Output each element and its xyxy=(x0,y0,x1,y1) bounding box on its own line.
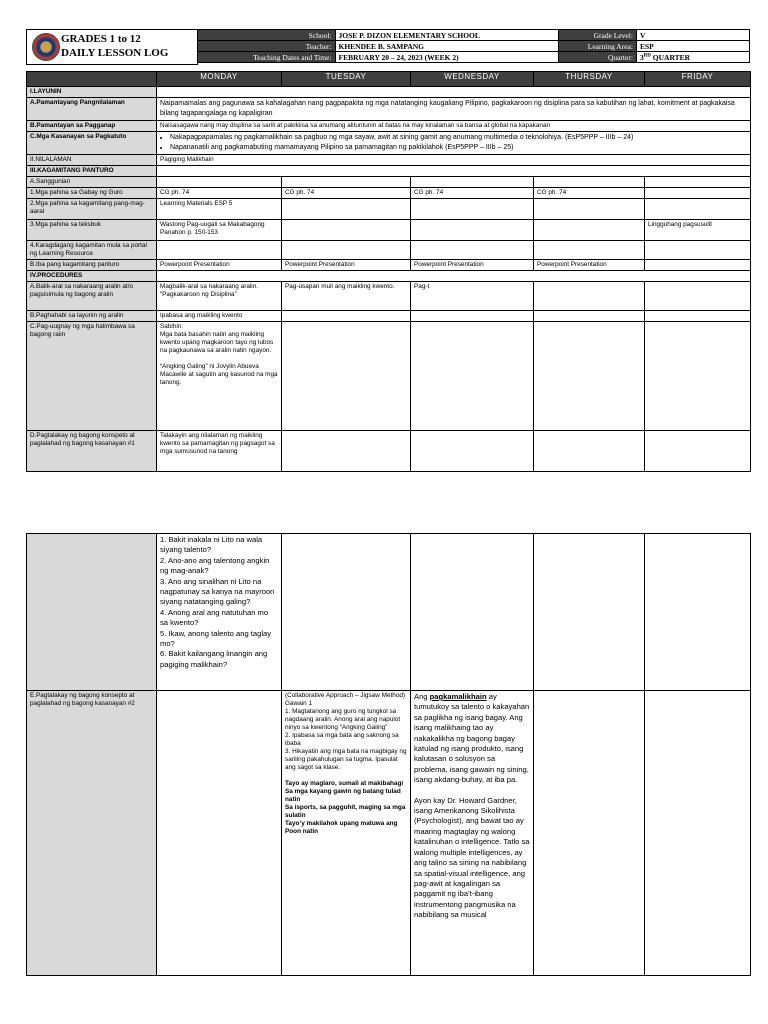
grade-label: Grade Level: xyxy=(559,30,637,41)
pag-uugnay-line-1: Sabihin: xyxy=(160,323,184,330)
label-gabay: 1.Mga pahina sa Gabay ng Guro xyxy=(27,188,157,199)
cell-blank xyxy=(282,311,411,322)
text-pamantayan-sa-pagganap: Naisasagawa nang may displina sa sarili at pakikiisa sa anumang alituntunin at batas na may kinalaman sa bansa at global na kapakanan xyxy=(157,121,751,132)
label-karagdagang: 4.Karagdagang kagamitan mula sa portal ng Learning Resource xyxy=(27,241,157,260)
cell-blank xyxy=(282,431,411,472)
pag-uugnay-monday xyxy=(157,322,282,431)
row-nilalaman xyxy=(27,155,751,166)
questions-monday xyxy=(157,534,282,691)
kasanayan-bullet-1: • Nakapagpapamalas ng pagkamalikhain sa pagbuo ng mga sayaw, awit at sining gamit ang anumang multimedia o teknolohiya. (EsP5PPP – IIIb – 24) xyxy=(170,133,747,143)
row-pagtalakay-1 xyxy=(27,431,751,472)
day-friday: FRIDAY xyxy=(645,72,751,87)
question-item: 6. Bakit kailangang linangin ang pagiging malikhain? xyxy=(160,649,268,669)
quarter-word: QUARTER xyxy=(650,52,691,62)
dates-label: Teaching Dates and Time: xyxy=(198,52,336,63)
label-pag-uugnay: C.Pag-uugnay ng mga halimbawa sa bagong raiin xyxy=(27,322,157,431)
questions-label-cell xyxy=(27,534,157,691)
question-item: 2. Ano-ano ang talentong angkin ng mag-anak? xyxy=(160,555,270,576)
label-pagtalakay-2: E.Pagtalakay ng bagong konsepto at paglalahad ng bagong kasanayan #2 xyxy=(27,691,157,976)
cell-blank xyxy=(534,199,645,220)
lesson-table-page-1 xyxy=(26,71,751,472)
cell-blank xyxy=(282,534,411,691)
tue-step-2: 2. Ipabasa sa mga bata ang saknong sa ibaba xyxy=(285,732,399,747)
quarter-sup: RD xyxy=(643,53,651,58)
title-line-1: GRADES 1 to 12 xyxy=(61,33,141,45)
iba-tuesday: Powerpoint Presentation xyxy=(282,260,411,271)
wed-paragraph-1-text: ay tumutukoy sa talento o kakayahan sa paglikha ng isang bagay. Ang isang malikhaing tao ay nakakalikha ng bagong bagay katulad ng isang produkto, isang kalutasan o solusyon sa problema, isang gawain ng sining, isang akdang-buhay, at iba pa. xyxy=(414,692,530,785)
balik-tuesday: Pag-usapan muli ang maikling kwento. xyxy=(282,282,411,311)
iba-wednesday: Powerpoint Presentation xyxy=(411,260,534,271)
row-questions xyxy=(27,534,751,691)
iba-monday: Powerpoint Presentation xyxy=(157,260,282,271)
deped-seal-icon xyxy=(32,33,60,61)
kagamitang-monday: Learning Materials ESP 5 xyxy=(157,199,282,220)
cell-blank xyxy=(645,241,751,260)
cell-blank xyxy=(645,260,751,271)
section-layunin: I.LAYUNIN xyxy=(27,87,157,98)
cell-blank xyxy=(645,199,751,220)
dates-value: FEBRUARY 20 – 24, 2023 (WEEK 2) xyxy=(335,52,559,63)
row-balik-aral xyxy=(27,282,751,311)
cell-blank xyxy=(411,199,534,220)
cell-blank xyxy=(645,691,751,976)
cell-blank xyxy=(645,177,751,188)
days-header-corner xyxy=(27,72,157,87)
kasanayan-list xyxy=(160,133,747,153)
cell-blank xyxy=(411,322,534,431)
row-pamantayang-pangnilalaman xyxy=(27,98,751,121)
pagtalakay-2-tuesday xyxy=(282,691,411,976)
spacer xyxy=(285,772,407,780)
cell-blank xyxy=(645,282,751,311)
label-sanggunian: A.Sanggunian xyxy=(27,177,157,188)
cell-blank xyxy=(157,87,751,98)
poem-line-2: Sa mga kayang gawin ng batang tulad natin xyxy=(285,788,401,803)
question-item: 4. Anong aral ang natutuhan mo sa kwento? xyxy=(160,607,269,628)
day-tuesday: TUESDAY xyxy=(282,72,411,87)
row-sanggunian xyxy=(27,177,751,188)
label-pamantayan-sa-pagganap: B.Pamantayan sa Pagganap xyxy=(27,121,157,132)
teacher-label: Teacher: xyxy=(198,41,336,52)
label-kagamitang-pang-mag-aaral: 2.Mga pahina sa kagamitang pang-mag-aaral xyxy=(27,199,157,220)
balik-wednesday: Pag-t xyxy=(411,282,534,311)
cell-blank xyxy=(157,177,282,188)
gabay-tuesday: CG ph. 74 xyxy=(282,188,411,199)
spacer xyxy=(160,355,278,363)
cell-blank xyxy=(534,691,645,976)
day-monday: MONDAY xyxy=(157,72,282,87)
cell-blank xyxy=(534,241,645,260)
cell-blank xyxy=(157,241,282,260)
cell-blank xyxy=(534,177,645,188)
teksbuk-friday: Lingguhang pagsusulit xyxy=(645,220,751,241)
label-nilalaman: II.NILALAMAN xyxy=(27,155,157,166)
question-item: 5. Ikaw, anong talento ang taglay mo? xyxy=(160,628,272,649)
cell-blank xyxy=(411,177,534,188)
gabay-thursday: CG ph. 74 xyxy=(534,188,645,199)
cell-blank xyxy=(157,691,282,976)
area-value: ESP xyxy=(636,41,749,52)
grade-value: V xyxy=(636,30,749,41)
pag-uugnay-line-3: “Angking Galing” ni Jovylin Abueva Macawile at sagutin ang kasunod na mga tanong. xyxy=(160,363,278,386)
wed-ang: Ang xyxy=(414,692,430,701)
area-label: Learning Area: xyxy=(559,41,637,52)
row-teksbuk xyxy=(27,220,751,241)
cell-blank xyxy=(411,534,534,691)
cell-blank xyxy=(645,534,751,691)
wed-paragraph-2: Ayon kay Dr. Howard Gardner, isang Amerikanong Sikolihista (Psychologist), ang bawat tao ay maaring magtaglay ng walong katalinuhan o intelligence. Tatlo sa walong multiple intelligences, ay ang talino sa sining na nabibilang sa spatial-visual intelligence, ang pag-awit at kagalingan sa paggamit ng iba’t-ibang instrumentong pangmusika na nabibilang sa musical xyxy=(414,795,530,920)
cell-blank xyxy=(534,534,645,691)
pag-uugnay-line-2: Mga bata basahin natin ang maikling kwento upang magkaroon tayo ng lubos na pagkaunawa sa aralin natin ngayon. xyxy=(160,331,274,354)
poem-line-1: Tayo ay maglaro, sumali at makibahagi xyxy=(285,780,404,787)
row-gabay xyxy=(27,188,751,199)
cell-blank xyxy=(534,311,645,322)
jigsaw-method: (Collaborative Approach – Jigsaw Method) xyxy=(285,692,406,699)
section-procedures: IV.PROCEDURES xyxy=(27,271,157,282)
text-kasanayan xyxy=(157,132,751,155)
cell-blank xyxy=(282,177,411,188)
row-paghahabi xyxy=(27,311,751,322)
label-kasanayan: C.Mga Kasanayan sa Pagkatuto xyxy=(27,132,157,155)
day-wednesday: WEDNESDAY xyxy=(411,72,534,87)
row-pamantayan-sa-pagganap xyxy=(27,121,751,132)
pagtalakay-2-wednesday xyxy=(411,691,534,976)
meta-table xyxy=(197,29,750,63)
text-nilalaman: Pagiging Malikhain xyxy=(157,155,751,166)
poem-line-3: Sa isports, sa pagguhit, maging sa mga sulatin xyxy=(285,804,406,819)
cell-blank xyxy=(282,199,411,220)
lesson-table-page-2 xyxy=(26,533,751,976)
cell-blank xyxy=(534,282,645,311)
row-karagdagang xyxy=(27,241,751,260)
row-kasanayan xyxy=(27,132,751,155)
row-kagamitang-pang-mag-aaral xyxy=(27,199,751,220)
cell-blank xyxy=(411,241,534,260)
gawain-1: Gawain 1 xyxy=(285,700,312,707)
school-label: School: xyxy=(198,30,336,41)
wed-paragraph-1 xyxy=(414,692,530,786)
cell-blank xyxy=(282,322,411,431)
quarter-label: Quarter: xyxy=(559,52,637,63)
tue-step-3: 3. Hikayatin ang mga bata na magbigay ng sariling pakahulugan sa tugma. Ipasulat ang sagot sa klase. xyxy=(285,748,407,771)
title-box xyxy=(26,29,198,65)
question-item: 3. Ano ang sinalihan ni Lito na nagpatunay sa kanya na mayroon siyang natatanging galing? xyxy=(160,576,275,607)
teacher-value: KHENDEE B. SAMPANG xyxy=(335,41,559,52)
title-line-2: DAILY LESSON LOG xyxy=(61,47,169,59)
wed-keyword: pagkamalikhain xyxy=(429,692,487,701)
label-pamantayang-pangnilalaman: A.Pamantayang Pangnilalaman xyxy=(27,98,157,121)
row-pag-uugnay xyxy=(27,322,751,431)
row-kagamitan xyxy=(27,166,751,177)
row-iba-pang-kagamitan xyxy=(27,260,751,271)
text-pamantayang-pangnilalaman: Naipamamalas ang pagunawa sa kahalagahan nang pagpapakita ng mga natatanging kaugaliang Pilipino, pagkakaroon ng disiplina para sa kabutihan ng lahat, komitment at pagkakaisa bilang tagapangalaga ng kapaligiran xyxy=(157,98,751,121)
cell-blank xyxy=(645,188,751,199)
cell-blank xyxy=(411,220,534,241)
quarter-value xyxy=(636,52,749,63)
cell-blank xyxy=(645,311,751,322)
row-procedures xyxy=(27,271,751,282)
cell-blank xyxy=(411,431,534,472)
gabay-monday: CG ph. 74 xyxy=(157,188,282,199)
cell-blank xyxy=(534,322,645,431)
quarter-num: 3 xyxy=(639,52,644,62)
school-value: JOSE P. DIZON ELEMENTARY SCHOOL xyxy=(335,30,559,41)
cell-blank xyxy=(411,311,534,322)
cell-blank xyxy=(157,166,751,177)
iba-thursday: Powerpoint Presentation xyxy=(534,260,645,271)
balik-monday: Magbalik-aral sa nakaraang aralin. “Pagkakaroon ng Disiplina” xyxy=(157,282,282,311)
row-layunin xyxy=(27,87,751,98)
cell-blank xyxy=(534,431,645,472)
cell-blank xyxy=(282,241,411,260)
spacer xyxy=(414,786,530,796)
cell-blank xyxy=(157,271,751,282)
paghahabi-monday: Ipabasa ang maikling kwento xyxy=(157,311,282,322)
cell-blank xyxy=(534,220,645,241)
row-pagtalakay-2 xyxy=(27,691,751,976)
gabay-wednesday: CG ph. 74 xyxy=(411,188,534,199)
day-thursday: THURSDAY xyxy=(534,72,645,87)
label-iba-pang-kagamitan: B.Iba pang kagamitang panturo xyxy=(27,260,157,271)
poem-line-4: Tayo’y makilahok upang matuwa ang Poon natin xyxy=(285,820,398,835)
kasanayan-bullet-2: • Napananatili ang pagkamabuting mamamayang Pilipino sa pamamagitan ng pakikilahok (EsP5PPP – IIIb – 25) xyxy=(170,143,747,153)
cell-blank xyxy=(645,431,751,472)
label-pagtalakay-1: D.Pagtalakay ng bagong konspeto at paglalahad ng bagong kasanayan #1 xyxy=(27,431,157,472)
teksbuk-monday: Wastong Pag-uugali sa Makabagong Panahon p. 150-153 xyxy=(157,220,282,241)
label-balik-aral: A.Balik-aral sa nakaraang aralin at/o pagsisimula ng bagong aralin xyxy=(27,282,157,311)
label-teksbuk: 3.Mga pahina sa teksbuk xyxy=(27,220,157,241)
label-paghahabi: B.Paghahabi sa layunin ng aralin xyxy=(27,311,157,322)
pagtalakay-1-monday: Talakayin ang nilalaman ng maikling kwento sa pamamagitan ng pagsagot sa mga sumusunod na tanong xyxy=(157,431,282,472)
header xyxy=(26,29,750,65)
tue-step-1: 1. Magtatanong ang guro ng tungkol sa nagdaang aralin. Anong aral ang napulot ninyo sa kwentong “Angking Galing” xyxy=(285,708,401,731)
section-kagamitan: III.KAGAMITANG PANTURO xyxy=(27,166,157,177)
question-item: 1. Bakit inakala ni Lito na wala siyang talento? xyxy=(160,535,263,555)
cell-blank xyxy=(645,322,751,431)
cell-blank xyxy=(282,220,411,241)
days-header-row xyxy=(27,72,751,87)
